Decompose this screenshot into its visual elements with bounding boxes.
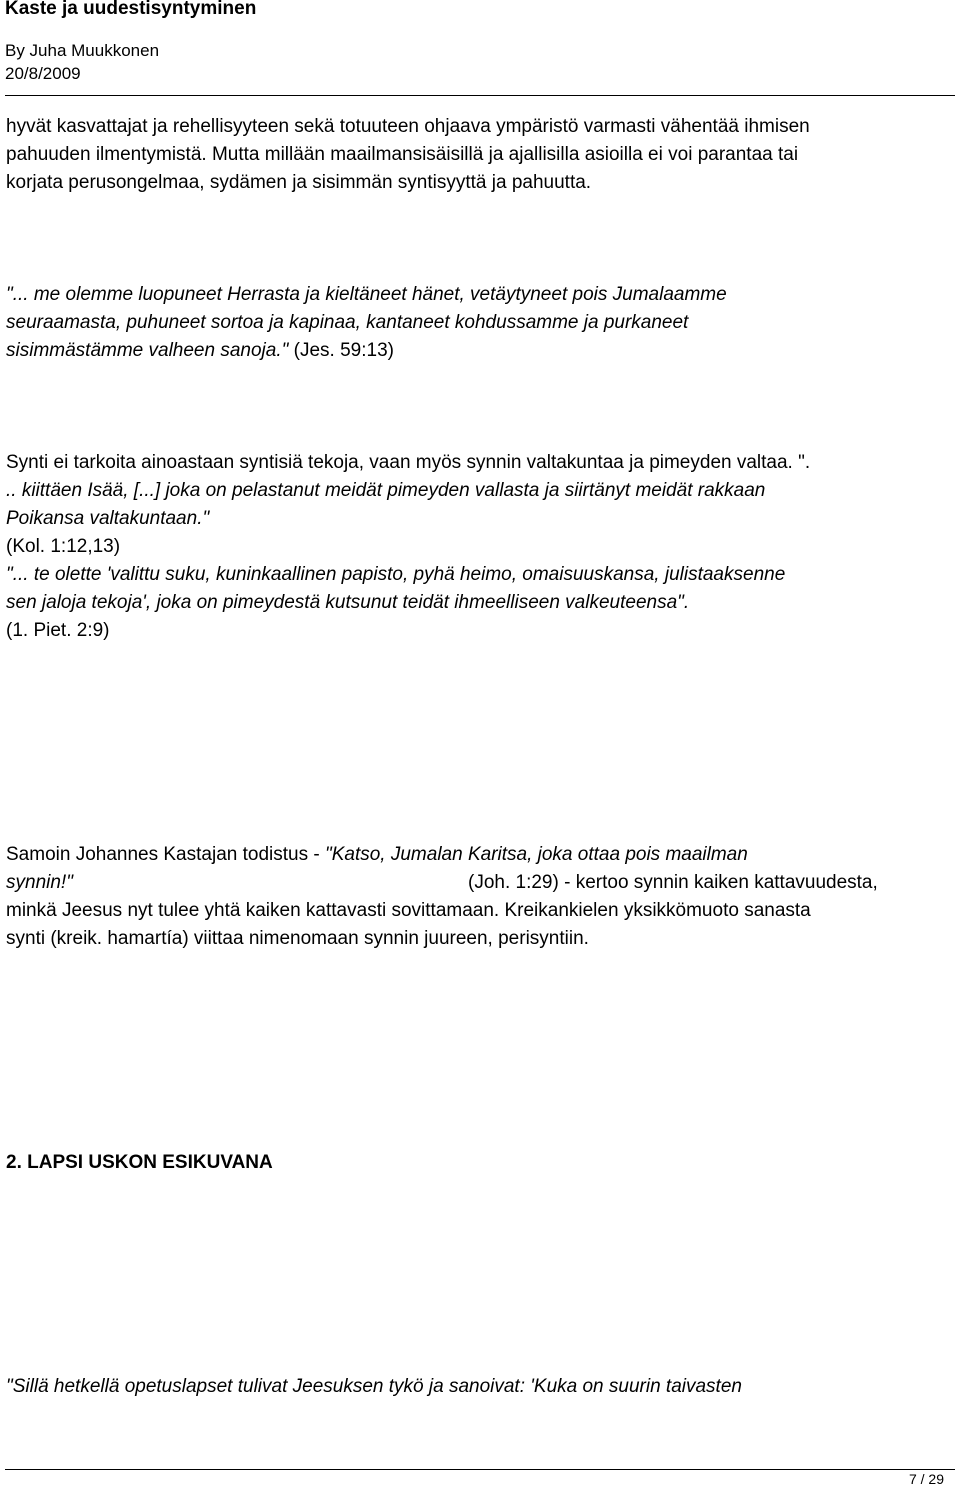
scripture-reference: (1. Piet. 2:9) [6, 620, 110, 641]
scripture-reference: (Jes. 59:13) [288, 340, 394, 361]
section-heading-block [6, 1149, 956, 1177]
text-line: korjata perusongelmaa, sydämen ja sisimmän syntisyyttä ja pahuutta. [6, 172, 592, 193]
text-line: minkä Jeesus nyt tulee yhtä kaiken kattavasti sovittamaan. Kreikankielen yksikkömuoto sanasta [6, 900, 811, 921]
text-line: Synti ei tarkoita ainoastaan syntisiä tekoja, vaan myös synnin valtakuntaa ja pimeyden valtaa. ". [6, 452, 811, 473]
quote-span: "Katso, Jumalan Karitsa, joka ottaa pois maailman [324, 844, 748, 865]
paragraph-5 [6, 841, 956, 953]
quote-line: "... te olette 'valittu suku, kuninkaallinen papisto, pyhä heimo, omaisuuskansa, julistaaksenne [6, 564, 786, 585]
page-number: 7 / 29 [908, 1471, 944, 1487]
quote-isaiah [6, 281, 956, 365]
paragraph-3 [6, 449, 956, 645]
author-line: By Juha Muukkonen [5, 41, 160, 60]
quote-line: sisimmästämme valheen sanoja." [6, 340, 289, 361]
quote-line: "Sillä hetkellä opetuslapset tulivat Jeesuksen tykö ja sanoivat: 'Kuka on suurin taivasten [6, 1376, 742, 1397]
quote-line: Poikansa valtakuntaan." [6, 508, 210, 529]
section-heading: 2. LAPSI USKON ESIKUVANA [6, 1152, 273, 1173]
date-line: 20/8/2009 [5, 64, 81, 83]
quote-matthew [6, 1373, 956, 1401]
page-header [5, 0, 955, 84]
quote-line: seuraamasta, puhuneet sortoa ja kapinaa, kantaneet kohdussamme ja purkaneet [6, 312, 689, 333]
scripture-reference: (Kol. 1:12,13) [6, 536, 121, 557]
document-title: Kaste ja uudestisyntyminen [5, 0, 257, 19]
quote-line: .. kiittäen Isää, [...] joka on pelastanut meidät pimeyden vallasta ja siirtänyt meidät rakkaan [6, 480, 766, 501]
quote-line: "... me olemme luopuneet Herrasta ja kieltäneet hänet, vetäytyneet pois Jumalaamme [6, 284, 727, 305]
text-line: pahuuden ilmentymistä. Mutta millään maailmansisäisillä ja ajallisilla asioilla ei voi parantaa tai [6, 144, 799, 165]
paragraph-1 [6, 113, 956, 197]
text-line: synti (kreik. hamartía) viittaa nimenomaan synnin juureen, perisyntiin. [6, 928, 589, 949]
quote-line: sen jaloja tekoja', joka on pimeydestä kutsunut teidät ihmeelliseen valkeuteensa". [6, 592, 690, 613]
footer-divider [5, 1469, 955, 1470]
header-divider [5, 95, 955, 96]
text-span: Samoin Johannes Kastajan todistus - [6, 844, 325, 865]
quote-span: synnin!" [6, 872, 73, 893]
text-line: hyvät kasvattajat ja rehellisyyteen sekä totuuteen ohjaava ympäristö varmasti vähentää ihmisen [6, 116, 810, 137]
text-span: (Joh. 1:29) - kertoo synnin kaiken kattavuudesta, [468, 872, 878, 893]
